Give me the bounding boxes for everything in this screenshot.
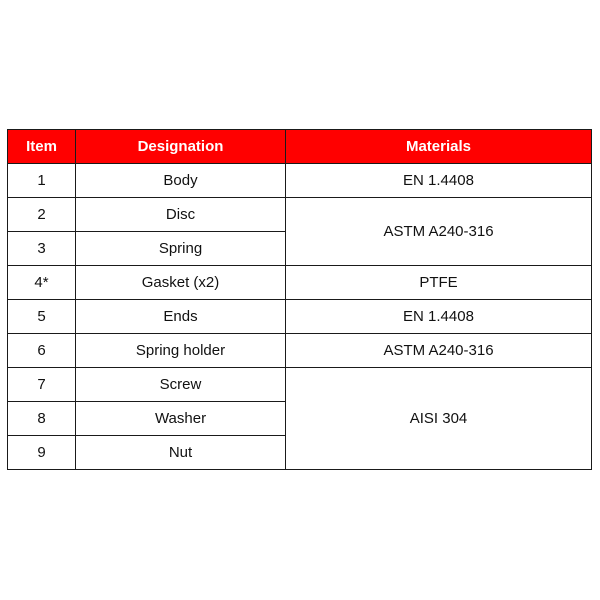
column-header-designation: Designation: [76, 130, 286, 164]
material-cell: ASTM A240-316: [286, 334, 592, 368]
designation-cell: Disc: [76, 198, 286, 232]
designation-cell: Ends: [76, 300, 286, 334]
item-number: 1: [8, 164, 76, 198]
parts-materials-table: [7, 129, 592, 470]
column-header-item: Item: [8, 130, 76, 164]
material-cell-merged: AISI 304: [286, 368, 592, 470]
item-number: 4*: [8, 266, 76, 300]
designation-cell: Spring holder: [76, 334, 286, 368]
table-row: [8, 334, 592, 368]
material-cell: EN 1.4408: [286, 164, 592, 198]
table-row: [8, 164, 592, 198]
designation-cell: Nut: [76, 436, 286, 470]
table-row: [8, 368, 592, 402]
designation-cell: Spring: [76, 232, 286, 266]
item-number: 5: [8, 300, 76, 334]
table-row: [8, 198, 592, 232]
table-header-row: [8, 130, 592, 164]
item-number: 7: [8, 368, 76, 402]
designation-cell: Washer: [76, 402, 286, 436]
designation-cell: Body: [76, 164, 286, 198]
item-number: 6: [8, 334, 76, 368]
item-number: 3: [8, 232, 76, 266]
material-cell: EN 1.4408: [286, 300, 592, 334]
table-row: [8, 300, 592, 334]
designation-cell: Screw: [76, 368, 286, 402]
item-number: 2: [8, 198, 76, 232]
column-header-materials: Materials: [286, 130, 592, 164]
item-number: 8: [8, 402, 76, 436]
table-row: [8, 266, 592, 300]
item-number: 9: [8, 436, 76, 470]
designation-cell: Gasket (x2): [76, 266, 286, 300]
material-cell: PTFE: [286, 266, 592, 300]
material-cell-merged: ASTM A240-316: [286, 198, 592, 266]
